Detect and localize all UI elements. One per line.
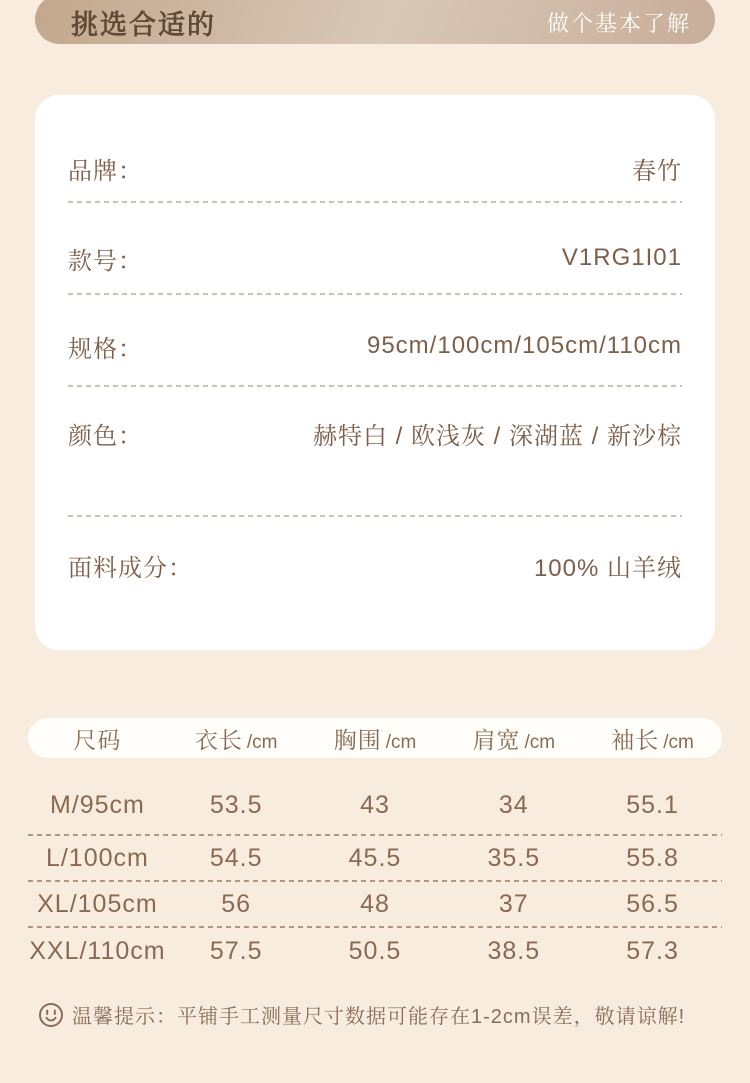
table-row-xxl (28, 928, 722, 974)
color-label: 颜色： (68, 422, 143, 450)
section-title: 挑选合适的 (71, 9, 216, 40)
info-row-spec (68, 295, 682, 385)
section-header-bar (35, 0, 715, 44)
cell-length: 54.5 (209, 843, 263, 872)
style-number-value: V1RG1I01 (561, 244, 682, 271)
cell-bust: 45.5 (348, 843, 402, 872)
section-subtitle-badge: 做个基本了解 (546, 10, 691, 36)
col-header-size: 尺码 (73, 726, 122, 753)
style-number-label: 款号： (68, 247, 143, 275)
cell-sleeve: 55.1 (626, 790, 679, 819)
col-header-shoulder: 肩宽 /cm (472, 726, 556, 753)
cell-bust: 43 (360, 790, 390, 819)
cell-size: L/100cm (45, 843, 149, 872)
cell-shoulder: 35.5 (487, 843, 541, 872)
size-chart-table (28, 718, 722, 974)
cell-sleeve: 56.5 (626, 889, 679, 918)
cell-sleeve: 55.8 (626, 843, 679, 872)
col-header-bust: 胸围 /cm (333, 726, 417, 753)
info-row-color (68, 387, 682, 515)
cell-shoulder: 37 (498, 889, 529, 918)
cell-size: XXL/110cm (29, 936, 166, 965)
cell-length: 57.5 (209, 936, 263, 965)
spec-value: 95cm/100cm/105cm/110cm (366, 332, 682, 359)
cell-shoulder: 34 (498, 790, 529, 819)
color-value: 赫特白 / 欧浅灰 / 深湖蓝 / 新沙棕 (312, 422, 682, 450)
table-row-m (28, 776, 722, 834)
cell-sleeve: 57.3 (626, 936, 679, 965)
product-info-card (35, 95, 715, 650)
spec-label: 规格： (68, 335, 143, 363)
cell-bust: 50.5 (348, 936, 402, 965)
fabric-value: 100% 山羊绒 (533, 555, 682, 582)
info-row-fabric (68, 517, 682, 648)
fabric-label: 面料成分： (68, 555, 193, 582)
smiley-icon (38, 1002, 64, 1028)
col-header-length: 衣长 /cm (194, 726, 278, 753)
col-header-sleeve: 袖长 /cm (611, 726, 694, 753)
cell-size: M/95cm (49, 790, 145, 819)
cell-bust: 48 (360, 889, 390, 918)
measurement-tip (38, 1000, 685, 1029)
brand-value: 春竹 (632, 157, 682, 185)
brand-label: 品牌： (68, 157, 143, 185)
info-row-style-number (68, 203, 682, 293)
cell-length: 53.5 (209, 790, 263, 819)
cell-shoulder: 38.5 (487, 936, 541, 965)
cell-length: 56 (221, 889, 252, 918)
cell-size: XL/105cm (37, 889, 158, 918)
table-row-xl (28, 882, 722, 926)
table-row-l (28, 836, 722, 880)
tip-text: 温馨提示：平铺手工测量尺寸数据可能存在1-2cm误差，敬请谅解! (72, 1006, 686, 1028)
size-table-header-row (28, 718, 722, 758)
info-row-brand (68, 95, 682, 201)
